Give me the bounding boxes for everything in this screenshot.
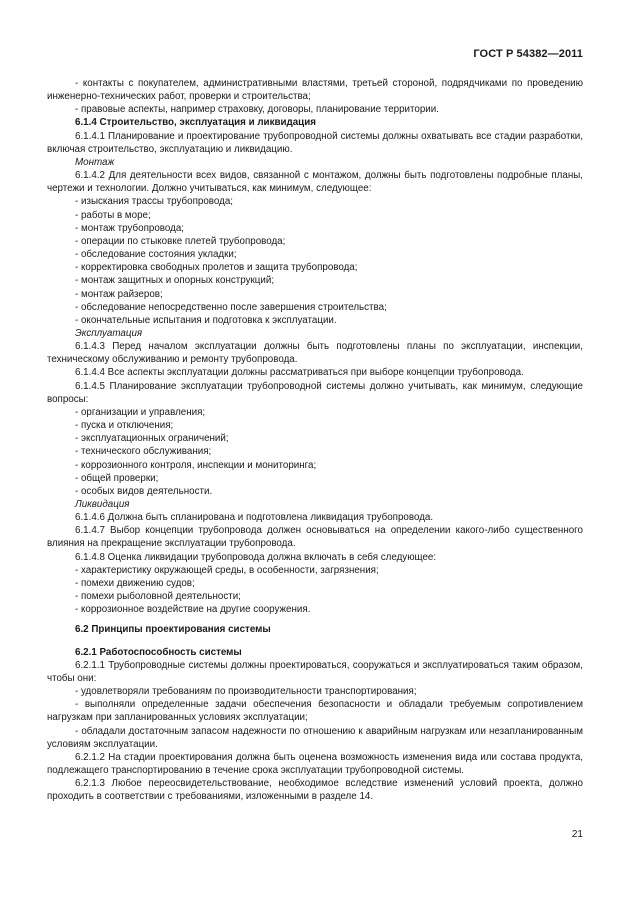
list-item: - коррозионного контроля, инспекции и мониторинга; [75, 459, 317, 471]
list-item: - организации и управления; [75, 406, 206, 418]
list-item: - монтаж райзеров; [75, 288, 163, 300]
list-item: - изыскания трассы трубопровода; [75, 196, 234, 208]
section-heading: 6.2 Принципы проектирования системы [75, 624, 271, 636]
paragraph: - контакты с покупателем, административными властями, третьей стороной, подрядчиками по проведению инженерно-технических работ, проверки и строительства; [47, 78, 583, 103]
paragraph: - правовые аспекты, например страховку, договоры, планирование территории. [75, 104, 439, 116]
subsection-title: Монтаж [75, 156, 115, 168]
list-item: - коррозионное воздействие на другие сооружения. [75, 604, 311, 616]
list-item: - характеристику окружающей среды, в особенности, загрязнения; [75, 564, 379, 576]
list-item: - монтаж трубопровода; [75, 222, 184, 234]
paragraph: 6.2.1.2 На стадии проектирования должна быть оценена возможность изменения вида или состава продукта, подлежащего транспортированию в течение срока эксплуатации трубопроводной системы. [47, 751, 583, 776]
list-item: - общей проверки; [75, 472, 159, 484]
list-item: - помехи рыболовной деятельности; [75, 591, 241, 603]
document-header-standard: ГОСТ Р 54382—2011 [473, 48, 583, 60]
paragraph: 6.1.4.2 Для деятельности всех видов, связанной с монтажом, должны быть подготовлены подробные планы, чертежи и технологии. Должно учитываться, как минимум, следующее: [47, 170, 583, 195]
paragraph: 6.1.4.6 Должна быть спланирована и подготовлена ликвидация трубопровода. [75, 512, 434, 524]
list-item: - операции по стыковке плетей трубопровода; [75, 235, 286, 247]
list-item: - эксплуатационных ограничений; [75, 433, 229, 445]
list-item: - окончательные испытания и подготовка к эксплуатации. [75, 314, 337, 326]
paragraph: 6.2.1.1 Трубопроводные системы должны проектироваться, сооружаться и эксплуатироваться таким образом, чтобы они: [47, 659, 583, 684]
paragraph: 6.1.4.1 Планирование и проектирование трубопроводной системы должны охватывать все стадии разработки, включая строительство, эксплуатацию и ликвидацию. [47, 130, 583, 155]
list-item: - помехи движению судов; [75, 577, 195, 589]
list-item: - обладали достаточным запасом надежности по отношению к аварийным нагрузкам или незапланированным условиям эксплуатации. [47, 725, 583, 750]
section-heading: 6.1.4 Строительство, эксплуатация и ликвидация [75, 117, 316, 129]
page-number: 21 [571, 829, 583, 840]
paragraph: 6.1.4.4 Все аспекты эксплуатации должны рассматриваться при выборе концепции трубопровода. [75, 367, 524, 379]
list-item: - выполняли определенные задачи обеспечения безопасности и обладали требуемым сопротивлением нагрузкам при запланированных условиях эксплуатации; [47, 699, 583, 724]
section-heading: 6.2.1 Работоспособность системы [75, 646, 242, 658]
paragraph: 6.1.4.7 Выбор концепции трубопровода должен основываться на определении какого-либо существенного влияния на прекращение эксплуатации трубопровода. [47, 525, 583, 550]
list-item: - удовлетворяли требованиям по производительности транспортирования; [75, 686, 417, 698]
list-item: - пуска и отключения; [75, 420, 174, 432]
list-item: - корректировка свободных пролетов и защита трубопровода; [75, 262, 358, 274]
paragraph: 6.1.4.5 Планирование эксплуатации трубопроводной системы должно учитывать, как минимум, следующие вопросы: [47, 380, 583, 405]
list-item: - технического обслуживания; [75, 446, 212, 458]
list-item: - монтаж защитных и опорных конструкций; [75, 275, 275, 287]
paragraph: 6.1.4.3 Перед началом эксплуатации должны быть подготовлены планы по эксплуатации, инспекции, техническому обслуживанию и ремонту трубопровода. [47, 341, 583, 366]
subsection-title: Ликвидация [75, 499, 130, 510]
paragraph: 6.1.4.8 Оценка ликвидации трубопровода должна включать в себя следующее: [75, 551, 437, 563]
subsection-title: Эксплуатация [75, 327, 143, 339]
document-body [47, 77, 583, 803]
list-item: - обследование непосредственно после завершения строительства; [75, 301, 387, 313]
list-item: - работы в море; [75, 209, 151, 221]
paragraph: 6.2.1.3 Любое переосвидетельствование, необходимое вследствие изменений условий проекта, должно проходить в соответствии с требованиями, изложенными в разделе 14. [47, 778, 583, 803]
list-item: - особых видов деятельности. [75, 485, 213, 497]
list-item: - обследование состояния укладки; [75, 249, 237, 261]
